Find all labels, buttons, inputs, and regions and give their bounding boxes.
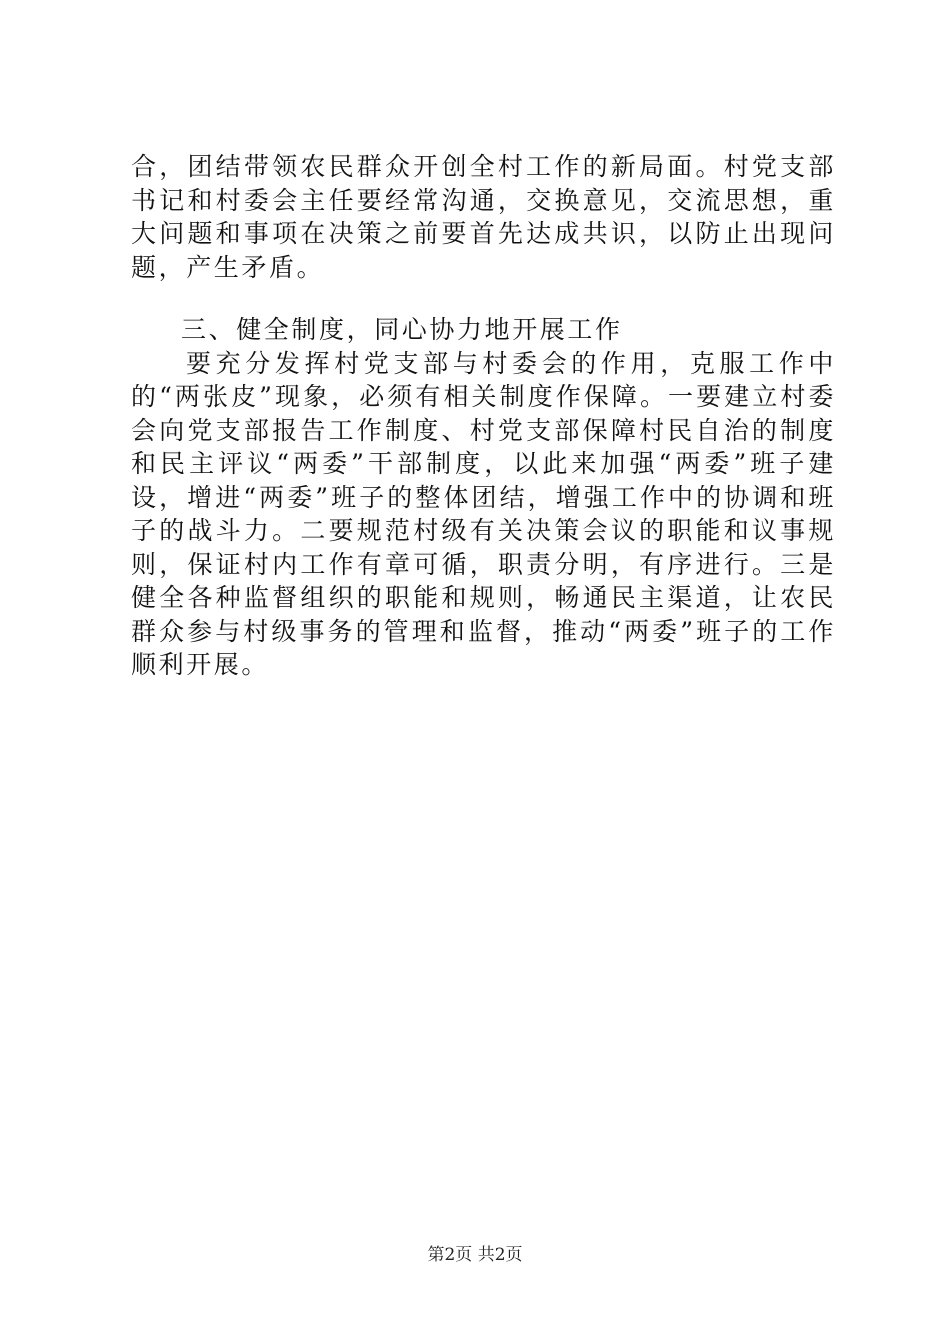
page-number-indicator: 第2页 共2页 [427, 1245, 523, 1265]
section-body-paragraph: 要充分发挥村党支部与村委会的作用，克服工作中的“两张皮”现象，必须有相关制度作保障。一要建立村委会向党支部报告工作制度、村党支部保障村民自治的制度和民主评议“两委”干部制度，以此来加强“两委”班子建设，增进“两委”班子的整体团结，增强工作中的协调和班子的战斗力。二要规范村级有关决策会议的职能和议事规则，保证村内工作有章可循，职责分明，有序进行。三是健全各种监督组织的职能和规则，畅通民主渠道，让农民群众参与村级事务的管理和监督，推动“两委”班子的工作顺利开展。 [131, 348, 836, 679]
document-body [131, 150, 836, 682]
intro-paragraph: 合，团结带领农民群众开创全村工作的新局面。村党支部书记和村委会主任要经常沟通，交换意见，交流思想，重大问题和事项在决策之前要首先达成共识，以防止出现问题，产生矛盾。 [131, 152, 836, 282]
section-heading: 三、健全制度，同心协力地开展工作 [181, 315, 623, 344]
page-footer [0, 1244, 950, 1266]
